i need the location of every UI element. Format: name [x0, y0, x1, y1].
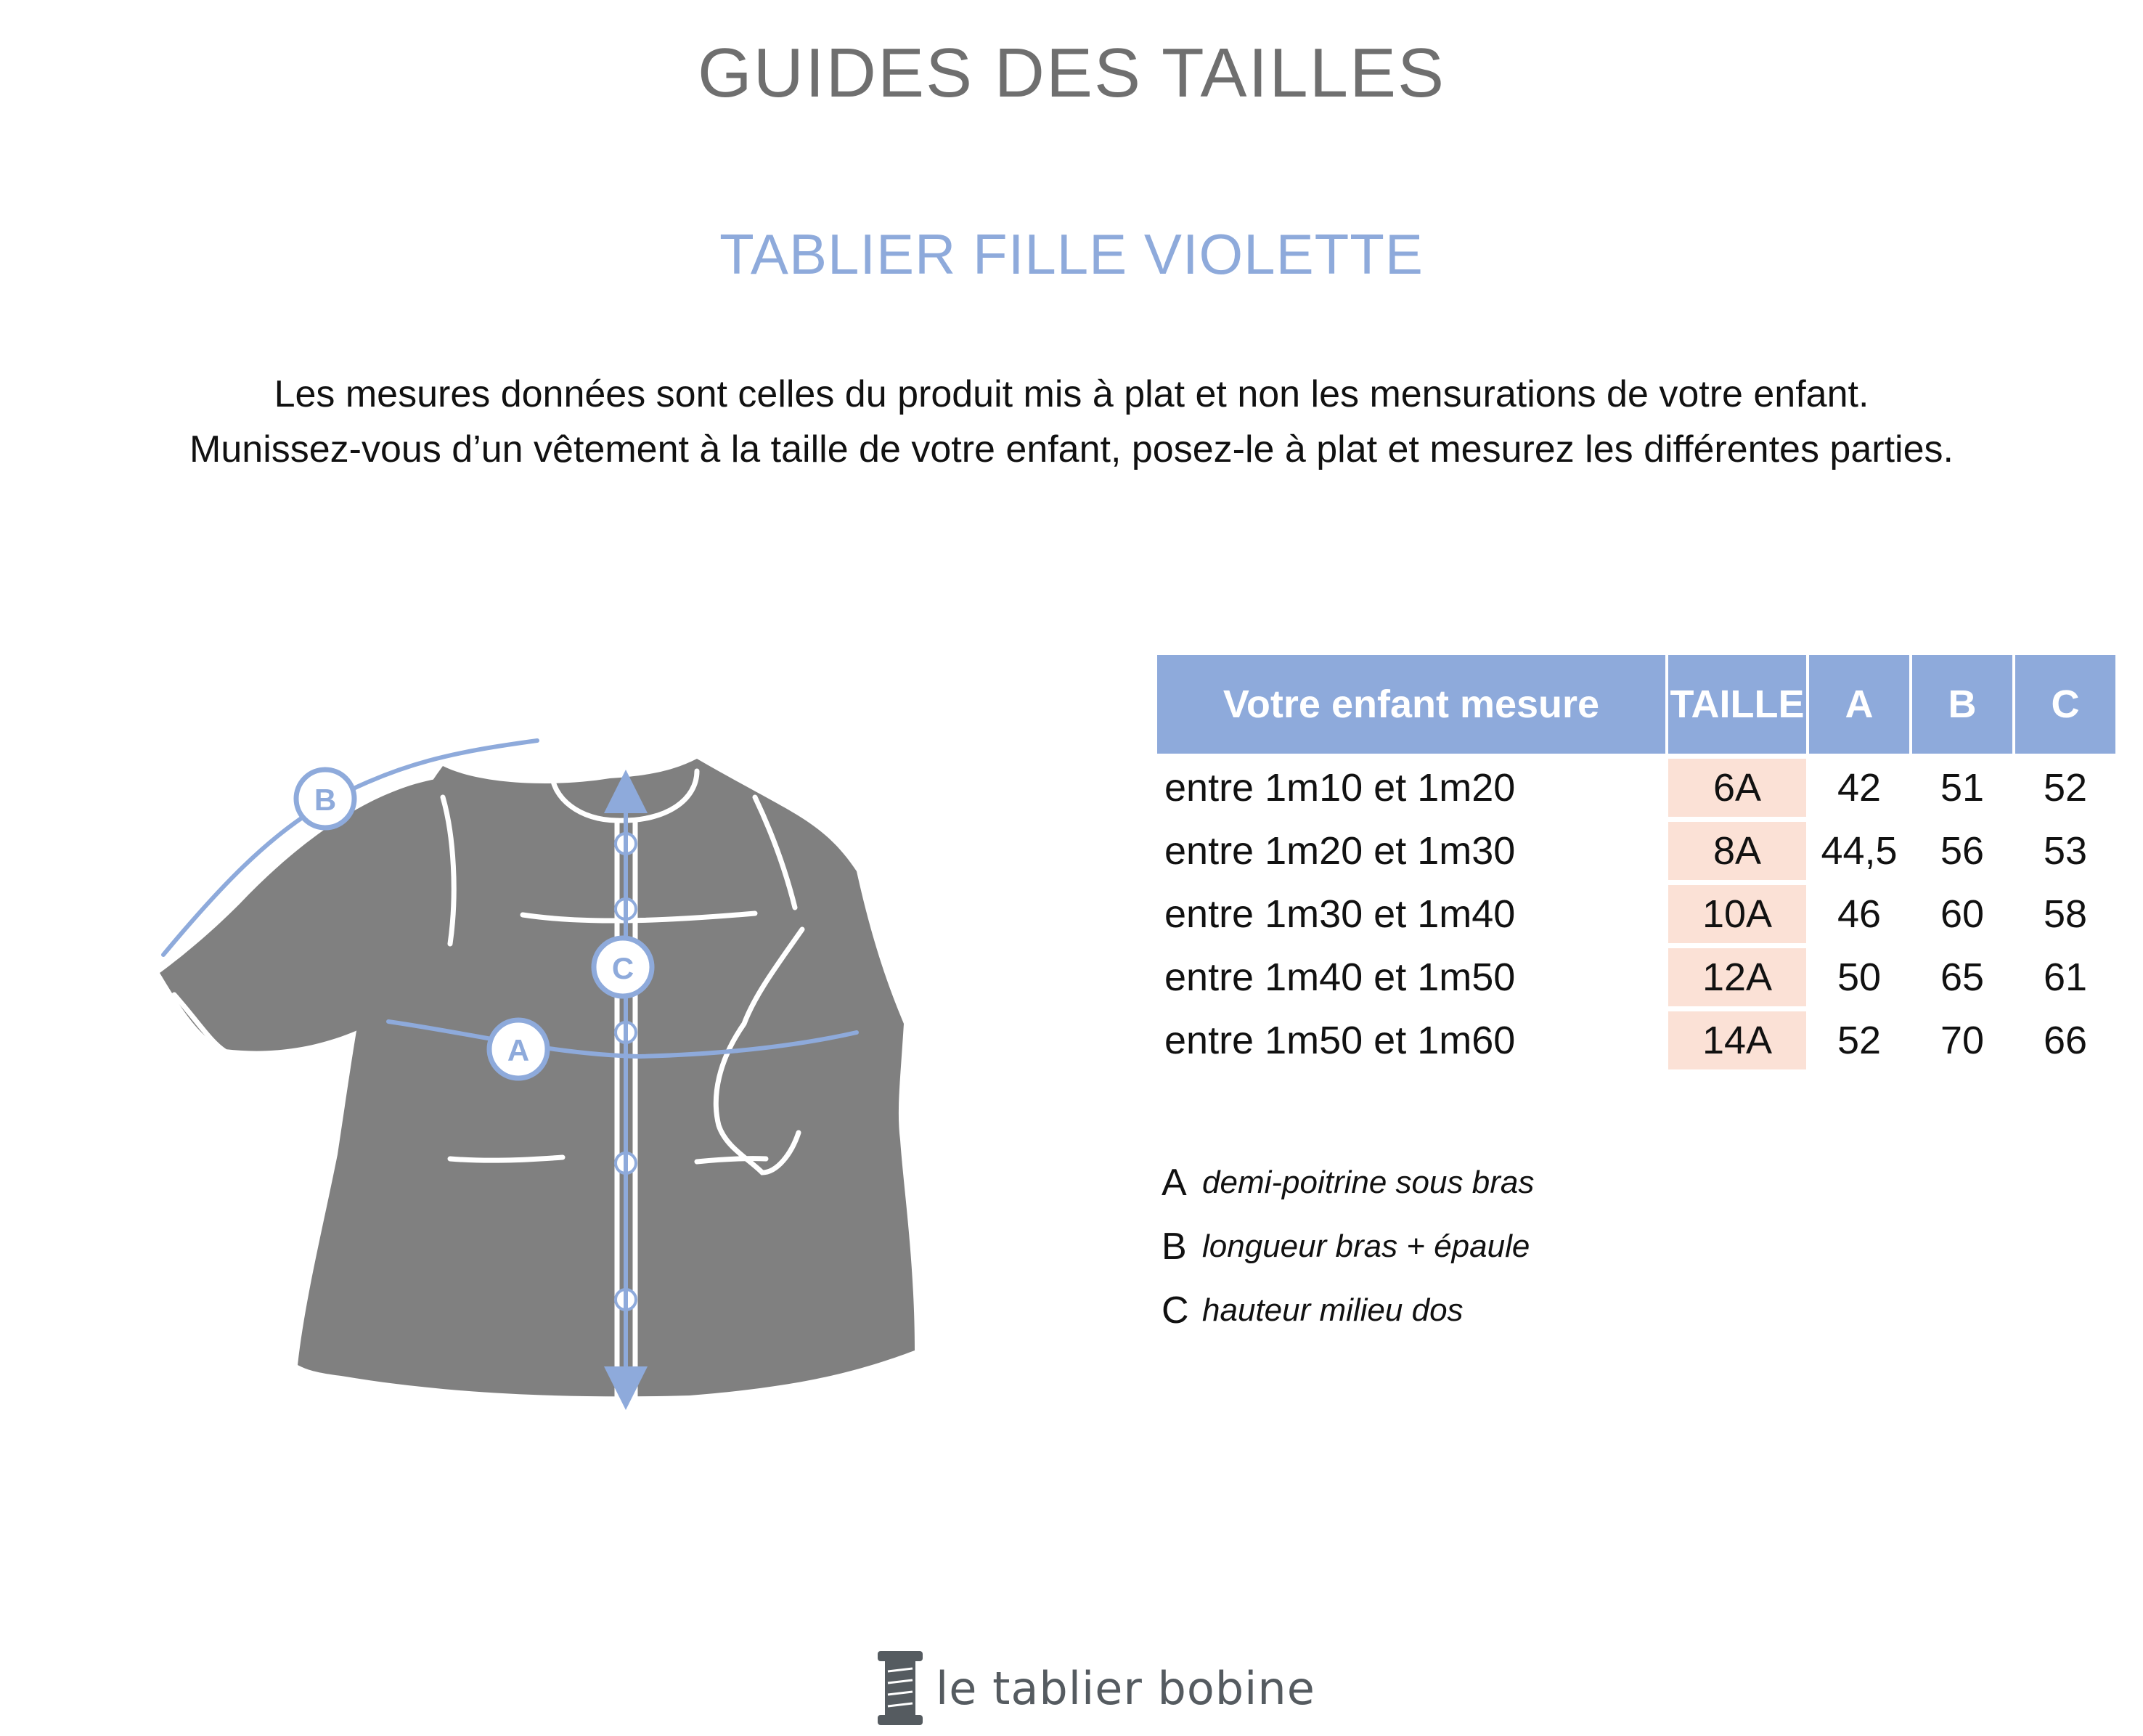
height-range: entre 1m10 et 1m20 — [1164, 766, 1516, 810]
measure-a: 44,5 — [1821, 829, 1898, 873]
size-table-header — [1157, 655, 2115, 754]
measure-a: 52 — [1837, 1019, 1882, 1062]
height-range: entre 1m40 et 1m50 — [1164, 955, 1516, 999]
measure-a: 42 — [1837, 766, 1882, 810]
measurement-legend — [1162, 1151, 1534, 1342]
legend-item-c — [1162, 1279, 1534, 1342]
marker-b-label: B — [314, 783, 337, 817]
height-range: entre 1m50 et 1m60 — [1164, 1019, 1516, 1062]
measure-b: 60 — [1940, 892, 1985, 936]
legend-text: demi-poitrine sous bras — [1202, 1165, 1535, 1200]
table-row — [1157, 759, 2115, 817]
brand-name: le tablier bobine — [936, 1661, 1315, 1715]
marker-c — [594, 938, 652, 996]
intro-line-2: Munissez-vous d’un vêtement à la taille de votre enfant, posez-le à plat et mesurez les différentes parties. — [189, 428, 1954, 470]
header-c: C — [2015, 655, 2115, 754]
legend-text: hauteur milieu dos — [1202, 1292, 1464, 1328]
measure-a: 50 — [1837, 955, 1882, 999]
marker-a-label: A — [507, 1033, 530, 1067]
legend-key: B — [1162, 1226, 1187, 1268]
table-row — [1157, 1011, 2115, 1069]
marker-c-label: C — [611, 951, 634, 985]
measure-b: 70 — [1940, 1019, 1985, 1062]
size-value: 12A — [1668, 948, 1806, 1006]
spool-icon — [875, 1648, 926, 1728]
measure-b: 65 — [1940, 955, 1985, 999]
marker-b — [296, 770, 354, 828]
header-a: A — [1809, 655, 1909, 754]
measure-c: 61 — [2043, 955, 2088, 999]
header-b: B — [1912, 655, 2012, 754]
garment-diagram — [145, 719, 958, 1416]
page-title: GUIDES DES TAILLES — [697, 34, 1446, 112]
measure-c: 52 — [2043, 766, 2088, 810]
size-table — [1154, 650, 2118, 1075]
legend-key: A — [1162, 1162, 1187, 1204]
measure-c: 53 — [2043, 829, 2088, 873]
height-range: entre 1m20 et 1m30 — [1164, 829, 1516, 873]
table-row — [1157, 822, 2115, 880]
brand-logo — [875, 1648, 1315, 1728]
legend-item-b — [1162, 1215, 1534, 1279]
measure-c: 58 — [2043, 892, 2088, 936]
product-title: TABLIER FILLE VIOLETTE — [719, 222, 1424, 286]
intro-line-1: Les mesures données sont celles du produit mis à plat et non les mensurations de votre enfant. — [274, 373, 1869, 415]
header-child-height: Votre enfant mesure — [1157, 655, 1665, 754]
size-value: 10A — [1668, 885, 1806, 943]
intro-text — [0, 367, 2143, 477]
left-pocket — [450, 1157, 563, 1160]
marker-a — [489, 1020, 547, 1078]
header-size: TAILLE — [1668, 655, 1806, 754]
size-value: 8A — [1668, 822, 1806, 880]
height-range: entre 1m30 et 1m40 — [1164, 892, 1516, 936]
legend-text: longueur bras + épaule — [1202, 1228, 1530, 1264]
size-value: 6A — [1668, 759, 1806, 817]
measure-a: 46 — [1837, 892, 1882, 936]
legend-key: C — [1162, 1289, 1189, 1332]
table-row — [1157, 948, 2115, 1006]
measure-b: 56 — [1940, 829, 1985, 873]
measure-b: 51 — [1940, 766, 1985, 810]
size-value: 14A — [1668, 1011, 1806, 1069]
legend-item-a — [1162, 1151, 1534, 1215]
table-row — [1157, 885, 2115, 943]
measure-c: 66 — [2043, 1019, 2088, 1062]
